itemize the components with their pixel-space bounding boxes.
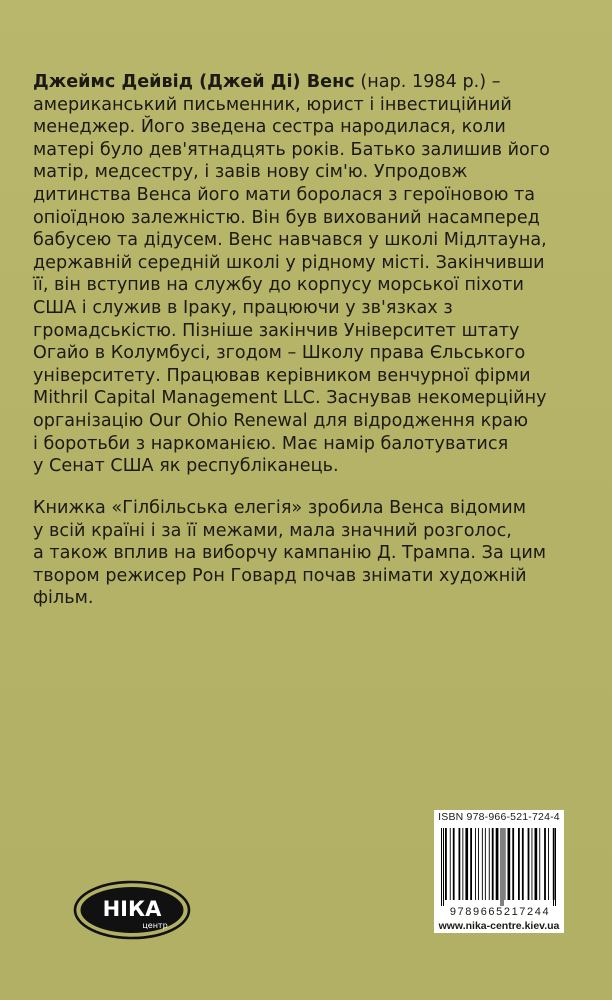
book-line: а також вплив на виборчу кампанію Д. Трампа. За цим bbox=[33, 543, 547, 564]
bio-line: матері було дев'ятнадцять років. Батько залишив його bbox=[33, 139, 550, 160]
barcode-bar bbox=[518, 828, 520, 900]
barcode-bar bbox=[443, 828, 444, 906]
bio-line: Mithril Capital Management LLC. Заснував некомерційну bbox=[33, 388, 547, 409]
barcode-bar bbox=[512, 828, 514, 900]
barcode-bar bbox=[539, 828, 540, 900]
publisher-logo bbox=[73, 880, 191, 940]
author-bio-paragraph bbox=[33, 71, 593, 478]
book-line: у всій країні і за її межами, мала значний розголос, bbox=[33, 520, 512, 541]
barcode-bar bbox=[501, 828, 502, 906]
barcode-bar bbox=[532, 828, 533, 900]
book-line: твором режисер Рон Говард почав знімати художній bbox=[33, 565, 527, 586]
publisher-website: www.nika-centre.kiev.ua bbox=[438, 920, 560, 932]
barcode-bar bbox=[465, 828, 468, 900]
barcode-bar bbox=[505, 828, 506, 900]
book-description-paragraph bbox=[33, 497, 593, 610]
barcode-bar bbox=[528, 828, 530, 900]
bio-line: у Сенат США як республіканець. bbox=[33, 456, 339, 477]
bio-line: опіоїдною залежністю. Він був вихований насамперед bbox=[33, 207, 540, 228]
bio-line: організацію Our Ohio Renewal для відродження краю bbox=[33, 410, 529, 431]
barcode-bar bbox=[553, 828, 554, 906]
barcode-bar bbox=[470, 828, 472, 900]
barcode-bar bbox=[522, 828, 524, 900]
barcode-bar bbox=[482, 828, 483, 900]
barcode-bar bbox=[548, 828, 549, 900]
barcode-bar bbox=[445, 828, 447, 900]
publisher-logo-text: НІКА bbox=[102, 897, 162, 921]
barcode-bar bbox=[450, 828, 451, 900]
bio-line: Огайо в Колумбусі, згодом – Школу права Єльського bbox=[33, 343, 526, 364]
barcode-bar bbox=[544, 828, 546, 900]
bio-line: громадськістю. Пізніше закінчив Університет штату bbox=[33, 320, 520, 341]
publisher-logo-subtext: центр bbox=[142, 921, 168, 930]
barcode-bar bbox=[478, 828, 479, 900]
barcode-bar bbox=[453, 828, 455, 900]
bio-line bbox=[33, 71, 593, 94]
barcode-bar bbox=[492, 828, 494, 900]
isbn-barcode-block bbox=[434, 810, 564, 933]
bio-line: державній середній школі у рідному місті. Закінчивши bbox=[33, 252, 545, 273]
bio-line: США і служив в Іраку, працюючи у зв'язках з bbox=[33, 297, 453, 318]
barcode-bar bbox=[496, 828, 499, 900]
author-name: Джеймс Дейвід (Джей Ді) Венс bbox=[33, 72, 355, 92]
barcode-bar bbox=[441, 828, 442, 906]
bio-line: дитинства Венса його мати боролася з героїновою та bbox=[33, 184, 536, 205]
barcode-bar bbox=[508, 828, 511, 900]
bio-line: її, він вступив на службу до корпусу морської піхоти bbox=[33, 275, 524, 296]
barcode-image bbox=[439, 828, 559, 906]
bio-line: бабусею та дідусем. Венс навчався у школі Мідлтауна, bbox=[33, 230, 547, 251]
barcode-digits: 9789665217244 bbox=[449, 906, 551, 918]
barcode-bar bbox=[555, 828, 556, 906]
bio-line: матір, медсестру, і завів нову сім'ю. Упродовж bbox=[33, 162, 468, 183]
isbn-label: ISBN 978-966-521-724-4 bbox=[438, 811, 560, 823]
barcode-bar bbox=[535, 828, 538, 900]
barcode-bar bbox=[459, 828, 461, 900]
barcode-bar bbox=[503, 828, 504, 906]
book-line: Книжка «Гілбільська елегія» зробила Венса відомим bbox=[33, 498, 527, 518]
barcode-bar bbox=[462, 828, 463, 900]
bio-line: менеджер. Його зведена сестра народилася, коли bbox=[33, 117, 506, 138]
book-line: фільм. bbox=[33, 588, 94, 609]
barcode-bar bbox=[475, 828, 476, 900]
author-birth-year: (нар. 1984 р.) – bbox=[354, 72, 501, 92]
bio-line: американський письменник, юрист і інвестиційний bbox=[33, 94, 512, 115]
bio-line: університету. Працював керівником венчурної фірми bbox=[33, 365, 531, 386]
bio-line: і боротьби з наркоманією. Має намір балотуватися bbox=[33, 433, 509, 454]
barcode-bar bbox=[485, 828, 486, 900]
barcode-bar bbox=[489, 828, 490, 900]
